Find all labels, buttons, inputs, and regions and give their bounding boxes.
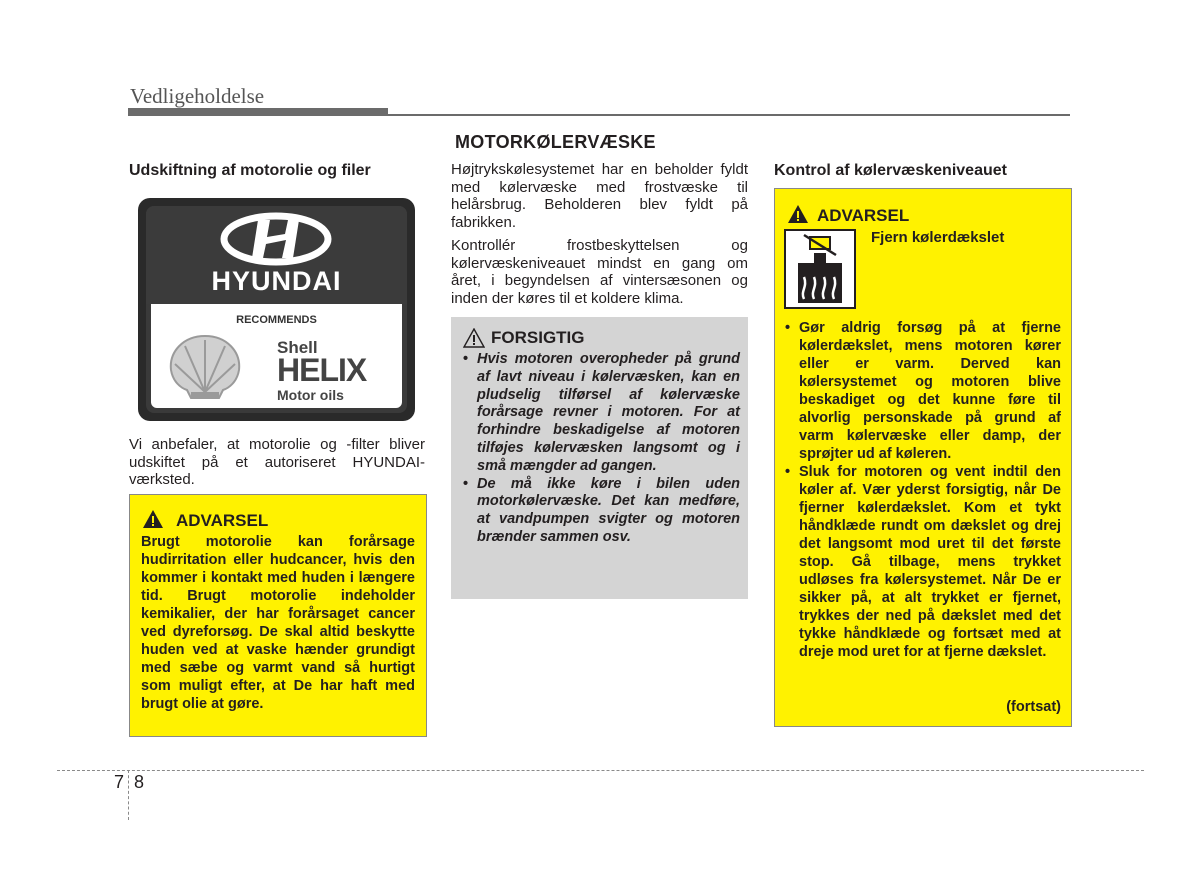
oil-warning-box [129, 494, 427, 737]
shell-pecten-icon [165, 332, 245, 402]
recommends-label: RECOMMENDS [236, 314, 317, 326]
oil-change-paragraph: Vi anbefaler, at motorolie og -filter bliver udskiftet på et autoriseret HYUNDAI-værksted. [129, 436, 425, 488]
continued-label: (fortsat) [1006, 699, 1061, 715]
coolant-paragraph-2: Kontrollér frostbeskyttelsen og kølervæskeniveauet mindst en gang om året, i begyndelsen af vintersæsonen og inden der køres til et koldere klima. [451, 237, 748, 307]
warning-triangle-icon [787, 204, 809, 224]
caution-item: • De må ikke køre i bilen uden motorkølervæske. Det kan medføre, at vandpumpen svigter og motoren brænder sammen osv. [463, 476, 740, 547]
caution-box [451, 317, 748, 599]
section-title: MOTORKØLERVÆSKE [455, 132, 656, 152]
helix-wordmark: HELIX [277, 352, 367, 388]
caution-title: FORSIGTIG [491, 328, 585, 347]
caution-list [463, 351, 740, 547]
oil-warning-text: Brugt motorolie kan forårsage hudirritation eller hudcancer, hvis den kommer i kontakt med huden i længere tid. Brugt motorolie indeholder kemikalier, der har forårsaget cancer ved dyreforsøg. De skal altid beskytte huden ved at vaske hænder grundigt med sæbe og varmt vand så hurtigt som muligt efter, at De har haft med brugt olie at gøre. [141, 534, 415, 712]
radiator-warning-item: • Gør aldrig forsøg på at fjerne kølerdækslet, mens motoren kører eller er varm. Derved kan kølersystemet og motoren blive beskadiget og det kunne føre til alvorlig personskade på grund af varm kølervæske eller damp, der sprøjter ud af køleren. [785, 319, 1061, 463]
oil-change-heading: Udskiftning af motorolie og filer [129, 162, 371, 179]
radiator-warning-item: • Sluk for motoren og vent indtil den køler af. Vær yderst forsigtig, når De fjerner kølerdækslet. Kom et tykt håndklæde rundt om dækslet og drej det langsomt mod uret til det første stop. Gå tilbage, mens trykket udløses fra kølersystemet. Når De er sikker på, at alt trykket er fjernet, trykkes der ned på dækslet med det tykke håndklæde og fortsæt med at dreje mod uret for at fjerne dækslet. [785, 463, 1061, 661]
hyundai-shell-logo [138, 198, 415, 421]
header-rule-thin [388, 114, 1070, 116]
oil-warning-title: ADVARSEL [176, 511, 269, 530]
header-rule-thick [128, 108, 388, 116]
caution-triangle-icon [463, 328, 485, 348]
radiator-warning-title: ADVARSEL [817, 206, 910, 225]
coolant-level-heading: Kontrol af kølervæskeniveauet [774, 162, 1007, 179]
motor-oils-label: Motor oils [277, 387, 344, 403]
radiator-warning-subtitle: Fjern kølerdækslet [871, 229, 1005, 246]
caution-item: • Hvis motoren overopheder på grund af lavt niveau i kølervæsken, kan en pludselig tilførsel af kølervæske forårsage revner i motoren. For at forhindre beskadigelse af motoren tilføjes kølervæsken langsomt og i små mængder ad gangen. [463, 351, 740, 476]
page-header-title: Vedligeholdelse [130, 84, 265, 108]
footer-rule [57, 770, 1144, 771]
hot-radiator-cap-icon [784, 229, 856, 309]
coolant-paragraph-1: Højtrykskølesystemet har en beholder fyldt med kølervæske med frostvæske til helårsbrug. Beholderen blev fyldt på fabrikken. [451, 161, 748, 231]
page-number: 8 [134, 772, 145, 792]
radiator-warning-box [774, 188, 1072, 727]
footer-divider [128, 770, 129, 820]
shell-wordmark: Shell [277, 338, 318, 357]
hyundai-wordmark: HYUNDAI [211, 266, 342, 296]
chapter-number: 7 [114, 772, 125, 792]
warning-triangle-icon [142, 509, 164, 529]
radiator-warning-list [785, 319, 1061, 661]
